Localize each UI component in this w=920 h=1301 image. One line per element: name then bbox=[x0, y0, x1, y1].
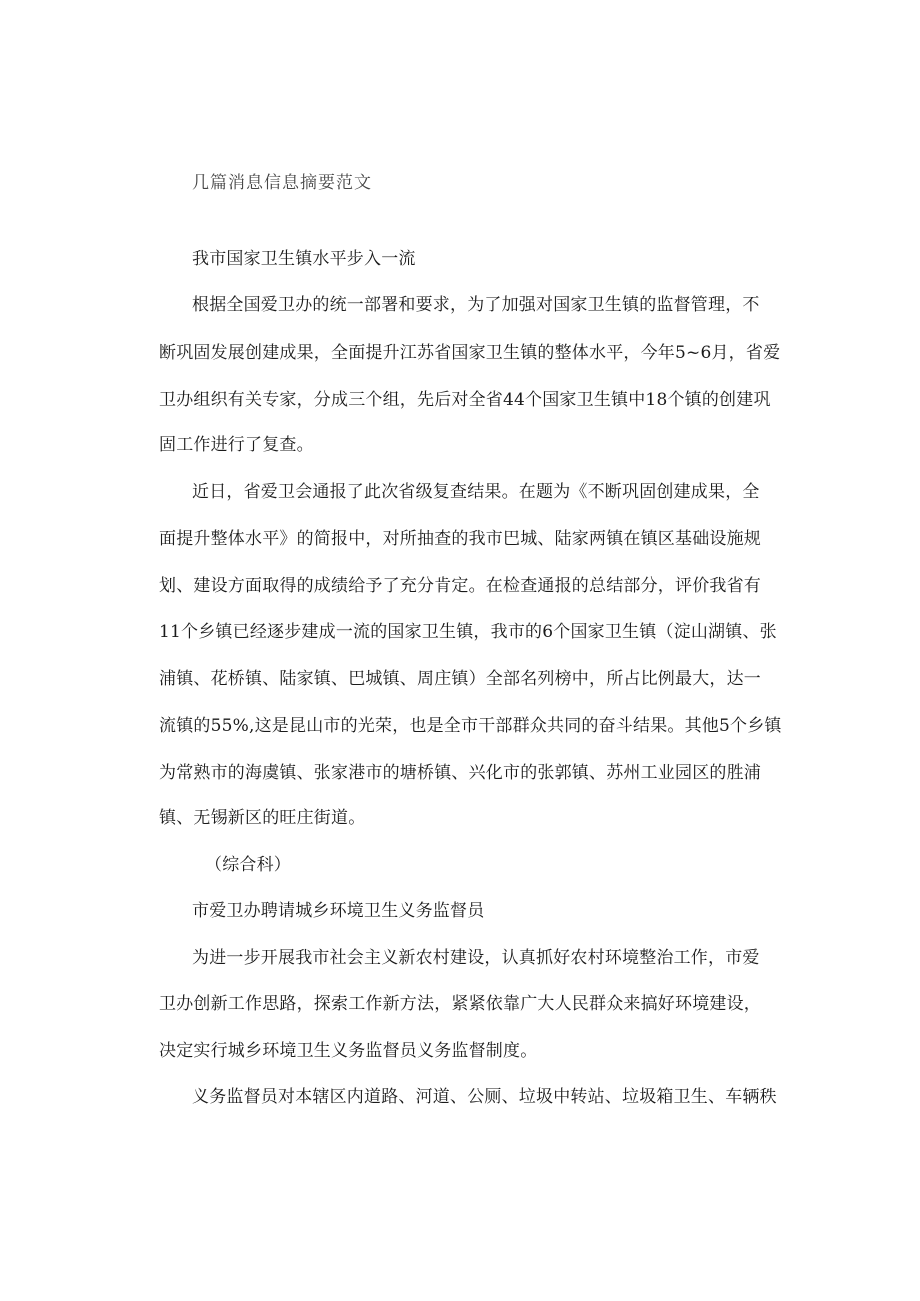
article2-heading: 市爱卫办聘请城乡环境卫生义务监督员 bbox=[192, 901, 485, 921]
article1-p2-line2: 面提升整体水平》的简报中，对所抽查的我市巴城、陆家两镇在镇区基础设施规 bbox=[159, 529, 761, 549]
article1-p1-line1: 根据全国爱卫办的统一部署和要求，为了加强对国家卫生镇的监督管理，不 bbox=[192, 295, 760, 315]
article1-p1-line2: 断巩固发展创建成果，全面提升江苏省国家卫生镇的整体水平，今年5~6月，省爱 bbox=[159, 343, 781, 363]
article1-p2-line7: 为常熟市的海虞镇、张家港市的塘桥镇、兴化市的张郭镇、苏州工业园区的胜浦 bbox=[159, 763, 761, 783]
article1-p2-line5: 浦镇、花桥镇、陆家镇、巴城镇、周庄镇）全部名列榜中，所占比例最大，达一 bbox=[159, 669, 761, 689]
document-title: 几篇消息信息摘要范文 bbox=[192, 173, 372, 193]
article2-p1-line3: 决定实行城乡环境卫生义务监督员义务监督制度。 bbox=[159, 1041, 538, 1061]
article2-p1-line2: 卫办创新工作思路，探索工作新方法，紧紧依靠广大人民群众来搞好环境建设， bbox=[159, 994, 761, 1014]
article1-p2-line3: 划、建设方面取得的成绩给予了充分肯定。在检查通报的总结部分，评价我省有 bbox=[159, 576, 761, 596]
article1-p1-line4: 固工作进行了复查。 bbox=[159, 435, 314, 455]
article1-p2-line6: 流镇的55%,这是昆山市的光荣，也是全市干部群众共同的奋斗结果。其他5个乡镇 bbox=[159, 716, 782, 736]
article1-p1-line3: 卫办组织有关专家，分成三个组，先后对全省44个国家卫生镇中18个镇的创建巩 bbox=[159, 390, 771, 410]
article1-p2-line4: 11个乡镇已经逐步建成一流的国家卫生镇，我市的6个国家卫生镇（淀山湖镇、张 bbox=[159, 622, 777, 642]
article2-p1-line1: 为进一步开展我市社会主义新农村建设，认真抓好农村环境整治工作，市爱 bbox=[192, 948, 760, 968]
article1-source: （综合科） bbox=[205, 855, 291, 875]
article1-p2-line1: 近日，省爱卫会通报了此次省级复查结果。在题为《不断巩固创建成果，全 bbox=[192, 482, 760, 502]
article1-p2-line8: 镇、无锡新区的旺庄街道。 bbox=[159, 808, 366, 828]
article1-heading: 我市国家卫生镇水平步入一流 bbox=[192, 249, 416, 269]
article2-p2-line1: 义务监督员对本辖区内道路、河道、公厕、垃圾中转站、垃圾箱卫生、车辆秩 bbox=[192, 1087, 777, 1107]
